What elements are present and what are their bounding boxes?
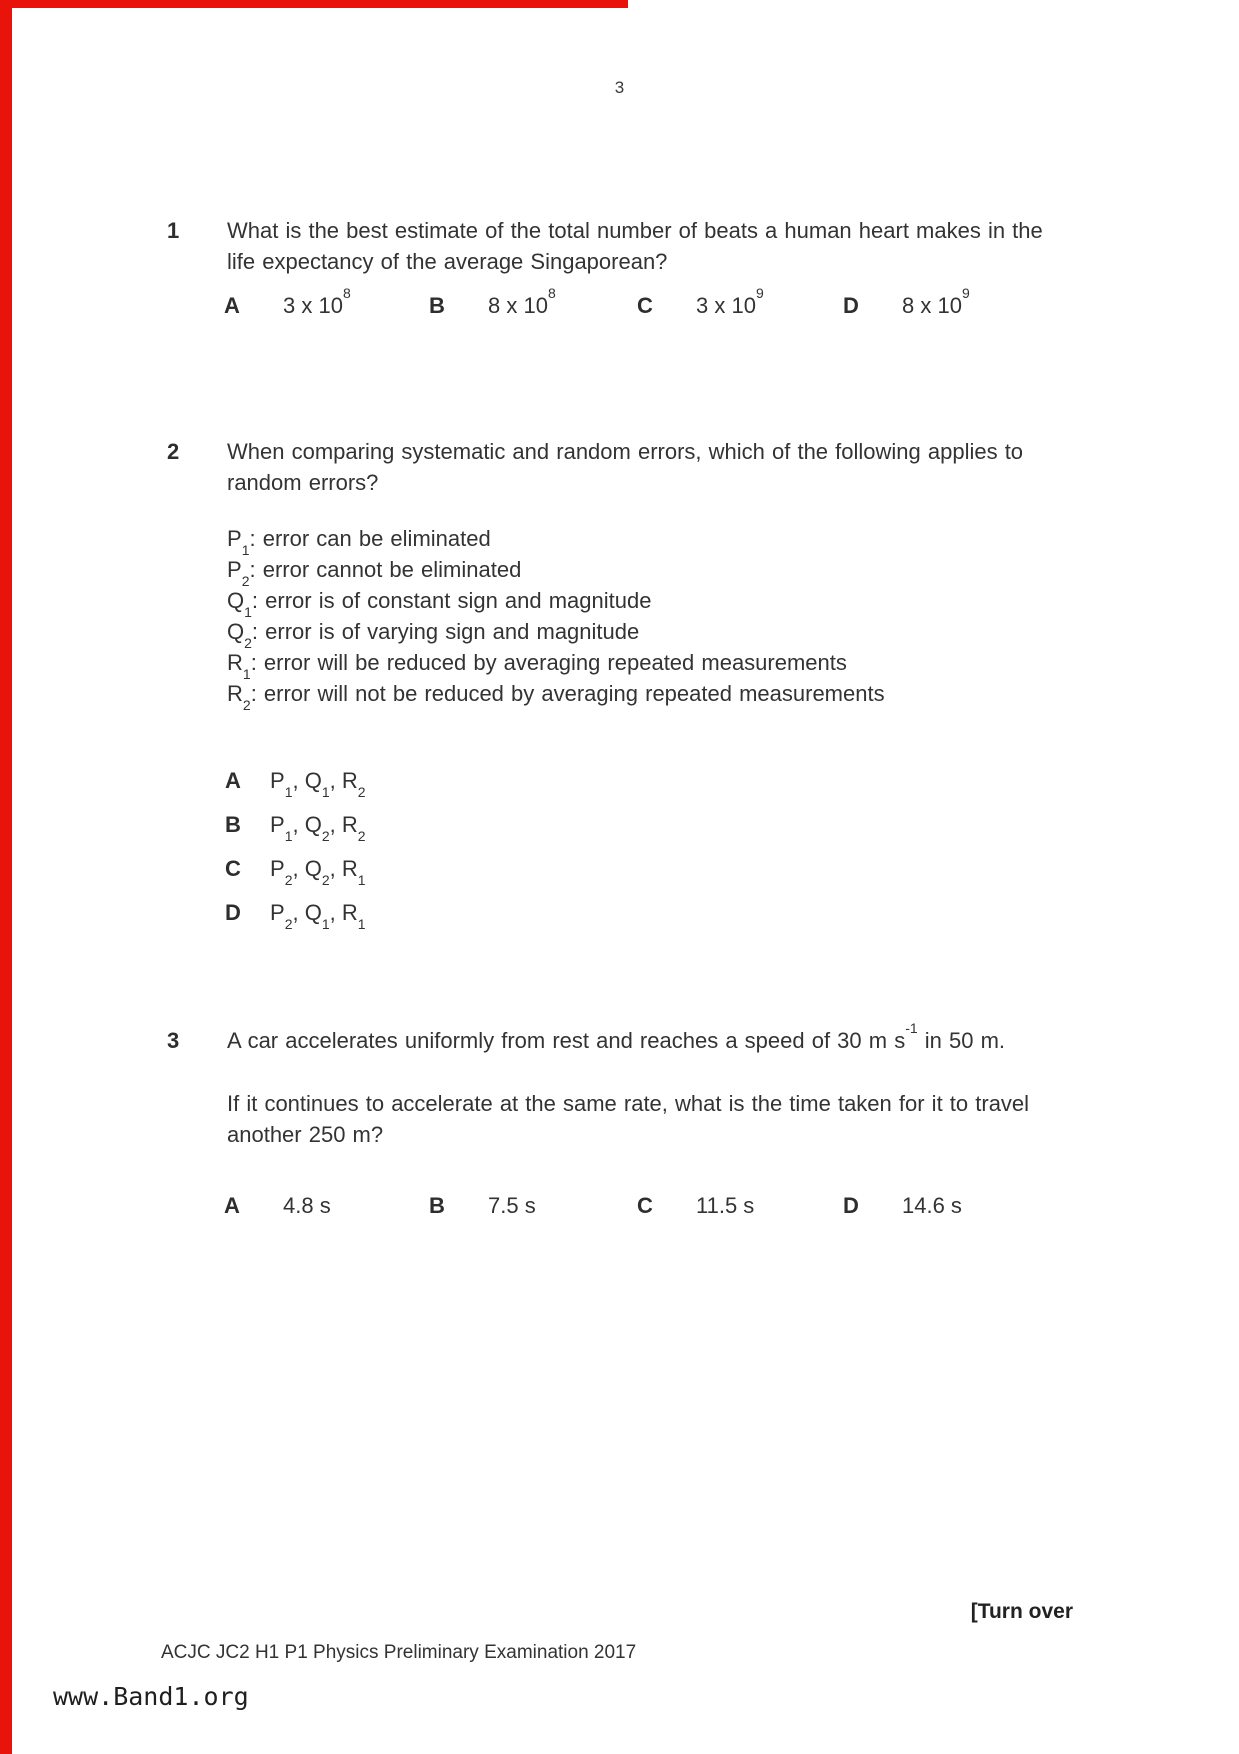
- question-text-line: $Q_1$: error is of constant sign and magnitude: [227, 588, 652, 621]
- turn-over-label: [Turn over: [970, 1600, 1073, 1623]
- option-letter: B: [429, 1193, 445, 1218]
- subscript: 1: [357, 872, 366, 889]
- option-B: [429, 284, 556, 321]
- question-2: [0, 436, 1239, 941]
- option-value: 11.5 s: [696, 1193, 755, 1218]
- question-text-line: A car accelerates uniformly from rest and reaches a speed of 30 m $s^{-1}$ in 50 m.: [227, 1019, 1006, 1053]
- page-number: 3: [614, 78, 625, 97]
- question-1: [0, 215, 1239, 321]
- option-letter: A: [225, 768, 241, 793]
- option-letter: D: [225, 900, 241, 925]
- option-letter: B: [225, 812, 241, 837]
- question-text-line: $R_2$: error will not be reduced by averaging repeated measurements: [227, 681, 885, 714]
- subscript: 1: [284, 784, 293, 801]
- question-paragraph: [0, 1019, 1239, 1056]
- option-A: [0, 765, 1239, 801]
- answer-options: [0, 765, 1239, 933]
- question-text-line: $P_1$: error can be eliminated: [227, 526, 491, 559]
- option-letter: D: [843, 293, 859, 318]
- subscript: 2: [244, 635, 252, 652]
- exam-footer-line: ACJC JC2 H1 P1 Physics Preliminary Examination 2017: [161, 1642, 637, 1663]
- superscript: 8: [342, 284, 351, 301]
- question-text-line: When comparing systematic and random errors, which of the following applies to: [227, 439, 1024, 464]
- superscript: 9: [961, 284, 970, 301]
- watermark-url: www.Band1.org: [53, 1682, 249, 1711]
- option-letter: D: [843, 1193, 859, 1218]
- option-C: [0, 853, 1239, 889]
- superscript: 8: [547, 284, 556, 301]
- subscript: 2: [357, 784, 366, 801]
- option-B: [429, 1190, 536, 1221]
- option-value: 3 x $10^8$: [283, 284, 351, 318]
- question-number: 2: [167, 439, 180, 464]
- option-C: [637, 1190, 754, 1221]
- question-paragraph: [0, 215, 1239, 277]
- option-letter: A: [224, 1193, 240, 1218]
- option-value: $P_1$, $Q_2$, $R_2$: [270, 812, 366, 845]
- subscript: 1: [321, 784, 330, 801]
- subscript: 1: [284, 828, 293, 845]
- option-value: 3 x $10^9$: [696, 284, 764, 318]
- option-value: $P_2$, $Q_2$, $R_1$: [270, 856, 366, 889]
- question-text-line: life expectancy of the average Singaporean?: [227, 249, 668, 274]
- option-B: [0, 809, 1239, 845]
- question-text-line: $R_1$: error will be reduced by averaging repeated measurements: [227, 650, 847, 683]
- question-text-line: $P_2$: error cannot be eliminated: [227, 557, 522, 590]
- question-number: 1: [167, 218, 180, 243]
- option-value: 8 x $10^8$: [488, 284, 556, 318]
- subscript: 2: [284, 916, 293, 933]
- subscript: 2: [242, 697, 251, 714]
- option-D: [843, 1190, 962, 1221]
- question-text-line: What is the best estimate of the total number of beats a human heart makes in the: [227, 218, 1043, 243]
- subscript: 1: [241, 542, 250, 559]
- answer-options: [0, 284, 1239, 321]
- question-text-line: If it continues to accelerate at the same rate, what is the time taken for it to travel: [227, 1091, 1030, 1116]
- option-letter: C: [637, 293, 653, 318]
- option-value: 4.8 s: [283, 1193, 331, 1218]
- subscript: 2: [321, 872, 330, 889]
- question-number: 3: [167, 1028, 180, 1053]
- option-value: 8 x $10^9$: [902, 284, 970, 318]
- question-text-line: random errors?: [227, 470, 379, 495]
- option-letter: B: [429, 293, 445, 318]
- question-3: [0, 1019, 1239, 1221]
- subscript: 1: [357, 916, 366, 933]
- option-C: [637, 284, 764, 321]
- answer-options: [0, 1190, 1239, 1221]
- superscript: 9: [755, 284, 764, 301]
- subscript: 2: [241, 573, 250, 590]
- option-letter: C: [637, 1193, 653, 1218]
- question-text-line: $Q_2$: error is of varying sign and magnitude: [227, 619, 640, 652]
- question-text-line: another 250 m?: [227, 1122, 384, 1147]
- option-value: $P_2$, $Q_1$, $R_1$: [270, 900, 366, 933]
- subscript: 1: [321, 916, 330, 933]
- option-D: [843, 284, 970, 321]
- option-D: [0, 897, 1239, 933]
- superscript: -1: [905, 1019, 918, 1036]
- subscript: 1: [244, 604, 252, 621]
- subscript: 2: [321, 828, 330, 845]
- option-value: 7.5 s: [488, 1193, 536, 1218]
- question-paragraph: [0, 436, 1239, 498]
- option-A: [224, 1190, 331, 1221]
- option-A: [224, 284, 351, 321]
- question-paragraph: [0, 1088, 1239, 1150]
- question-paragraph: [0, 523, 1239, 714]
- option-value: $P_1$, $Q_1$, $R_2$: [270, 768, 366, 801]
- option-letter: C: [225, 856, 241, 881]
- option-value: 14.6 s: [902, 1193, 962, 1218]
- option-letter: A: [224, 293, 240, 318]
- subscript: 2: [284, 872, 293, 889]
- subscript: 1: [242, 666, 251, 683]
- subscript: 2: [357, 828, 366, 845]
